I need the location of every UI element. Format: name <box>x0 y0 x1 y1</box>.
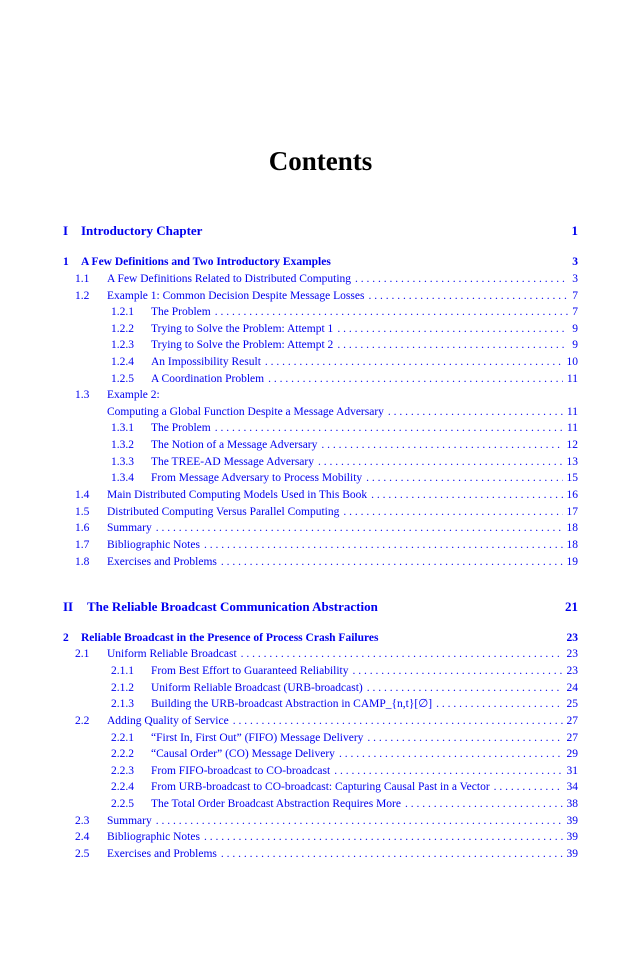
dot-leader <box>215 305 569 319</box>
dot-leader <box>204 830 563 844</box>
section-number: 1.5 <box>75 506 90 518</box>
toc-subsection-2-2-4[interactable] <box>111 780 578 794</box>
toc-subsection-2-2-2[interactable] <box>111 747 578 761</box>
toc-section-1-6[interactable] <box>75 521 578 535</box>
section-title: Example 2: <box>107 389 160 401</box>
subsection-page: 9 <box>572 323 578 335</box>
section-title: Exercises and Problems <box>107 848 217 860</box>
dot-leader <box>371 488 562 502</box>
subsection-title: From Best Effort to Guaranteed Reliability <box>151 665 349 677</box>
subsection-page: 27 <box>566 732 578 744</box>
section-number: 1.4 <box>75 489 90 501</box>
section-title: Distributed Computing Versus Parallel Computing <box>107 506 340 518</box>
section-title: Summary <box>107 815 152 827</box>
dot-leader <box>233 714 563 728</box>
toc-subsection-1-2-3[interactable] <box>111 338 578 352</box>
section-number: 2.3 <box>75 815 90 827</box>
section-page: 3 <box>572 273 578 285</box>
subsection-page: 34 <box>566 781 578 793</box>
toc-chapter-2[interactable] <box>63 631 578 645</box>
chapter-title: A Few Definitions and Two Introductory Examples <box>81 256 331 268</box>
dot-leader <box>337 322 568 336</box>
part-title: Introductory Chapter <box>81 223 203 238</box>
dot-leader <box>352 664 562 678</box>
subsection-page: 15 <box>566 472 578 484</box>
subsection-number: 1.2.2 <box>111 323 134 335</box>
toc-part-2[interactable] <box>63 599 578 615</box>
subsection-title: The Problem <box>151 422 211 434</box>
section-title: A Few Definitions Related to Distributed Computing <box>107 273 352 285</box>
toc-section-1-1[interactable] <box>75 272 578 286</box>
section-page: 27 <box>566 715 578 727</box>
chapter-number: 2 <box>63 632 69 644</box>
toc-section-1-7[interactable] <box>75 538 578 552</box>
dot-leader <box>367 731 562 745</box>
subsection-title: From Message Adversary to Process Mobility <box>151 472 363 484</box>
subsection-page: 29 <box>566 748 578 760</box>
subsection-number: 1.2.5 <box>111 373 134 385</box>
part-page: 1 <box>571 223 578 238</box>
part-page: 21 <box>565 599 578 614</box>
toc-subsection-1-2-4[interactable] <box>111 355 578 369</box>
dot-leader <box>318 455 563 469</box>
section-page: 7 <box>572 290 578 302</box>
subsection-page: 10 <box>566 356 578 368</box>
subsection-number: 1.3.2 <box>111 439 134 451</box>
toc-subsection-1-3-2[interactable] <box>111 438 578 452</box>
toc-section-1-8[interactable] <box>75 555 578 569</box>
subsection-title: The Problem <box>151 306 211 318</box>
section-title: Main Distributed Computing Models Used in This Book <box>107 489 368 501</box>
dot-leader <box>221 847 563 861</box>
section-title: Adding Quality of Service <box>107 715 229 727</box>
dot-leader <box>366 471 562 485</box>
toc-section-2-5[interactable] <box>75 847 578 861</box>
dot-leader <box>367 681 563 695</box>
section-title-continued: Computing a Global Function Despite a Message Adversary <box>107 406 384 418</box>
subsection-page: 13 <box>566 456 578 468</box>
dot-leader <box>405 797 563 811</box>
section-page: 17 <box>566 506 578 518</box>
section-page: 39 <box>566 831 578 843</box>
subsection-title: “Causal Order” (CO) Message Delivery <box>151 748 335 760</box>
dot-leader <box>156 814 563 828</box>
dot-leader <box>337 338 568 352</box>
section-page: 19 <box>566 556 578 568</box>
toc-subsection-1-2-1[interactable] <box>111 305 578 319</box>
section-page: 39 <box>566 848 578 860</box>
dot-leader <box>221 555 563 569</box>
section-number: 1.7 <box>75 539 90 551</box>
toc-section-2-2[interactable] <box>75 714 578 728</box>
toc-section-1-3[interactable] <box>75 388 578 402</box>
toc-part-1[interactable] <box>63 223 578 239</box>
section-title: Bibliographic Notes <box>107 831 200 843</box>
toc-section-1-3-continued[interactable] <box>107 405 578 419</box>
toc-subsection-2-1-2[interactable] <box>111 681 578 695</box>
section-number: 1.8 <box>75 556 90 568</box>
chapter-title: Reliable Broadcast in the Presence of Process Crash Failures <box>81 632 379 644</box>
page-title: Contents <box>268 146 373 176</box>
subsection-number: 1.2.4 <box>111 356 134 368</box>
dot-leader <box>368 289 568 303</box>
subsection-title: The Notion of a Message Adversary <box>151 439 318 451</box>
section-number: 2.1 <box>75 648 90 660</box>
dot-leader <box>339 747 563 761</box>
subsection-number: 1.2.1 <box>111 306 134 318</box>
subsection-title: A Coordination Problem <box>151 373 265 385</box>
toc-subsection-1-3-1[interactable] <box>111 421 578 435</box>
subsection-number: 2.2.4 <box>111 781 134 793</box>
subsection-number: 2.1.3 <box>111 698 134 710</box>
subsection-title: Trying to Solve the Problem: Attempt 1 <box>151 323 334 335</box>
subsection-number: 2.2.5 <box>111 798 134 810</box>
subsection-page: 7 <box>572 306 578 318</box>
toc-subsection-1-2-2[interactable] <box>111 322 578 336</box>
toc-subsection-2-2-3[interactable] <box>111 764 578 778</box>
chapter-number: 1 <box>63 256 69 268</box>
subsection-page: 24 <box>566 682 578 694</box>
subsection-page: 31 <box>566 765 578 777</box>
section-page: 18 <box>566 522 578 534</box>
toc-subsection-1-2-5[interactable] <box>111 372 578 386</box>
subsection-number: 2.2.1 <box>111 732 134 744</box>
section-title: Summary <box>107 522 152 534</box>
toc-subsection-2-2-1[interactable] <box>111 731 578 745</box>
toc-subsection-2-1-3[interactable] <box>111 697 578 711</box>
dot-leader <box>241 647 563 661</box>
subsection-title: Building the URB-broadcast Abstraction in CAMP_{n,t}[∅] <box>151 698 433 710</box>
dot-leader <box>265 355 563 369</box>
toc-chapter-1[interactable] <box>63 255 578 269</box>
dot-leader <box>334 764 562 778</box>
subsection-title: From FIFO-broadcast to CO-broadcast <box>151 765 331 777</box>
chapter-page: 23 <box>566 632 578 644</box>
dot-leader <box>268 372 563 386</box>
toc-subsection-1-3-3[interactable] <box>111 455 578 469</box>
subsection-title: The Total Order Broadcast Abstraction Requires More <box>151 798 401 810</box>
toc-section-1-5[interactable] <box>75 505 578 519</box>
subsection-number: 1.3.3 <box>111 456 134 468</box>
subsection-number: 1.2.3 <box>111 339 134 351</box>
section-number: 1.1 <box>75 273 90 285</box>
subsection-page: 25 <box>566 698 578 710</box>
subsection-title: “First In, First Out” (FIFO) Message Delivery <box>151 732 364 744</box>
dot-leader <box>343 505 562 519</box>
subsection-number: 1.3.4 <box>111 472 134 484</box>
dot-leader <box>494 780 563 794</box>
subsection-page: 12 <box>566 439 578 451</box>
subsection-number: 2.1.1 <box>111 665 134 677</box>
section-title: Uniform Reliable Broadcast <box>107 648 237 660</box>
part-number: II <box>63 599 74 614</box>
section-number: 1.6 <box>75 522 90 534</box>
part-title: The Reliable Broadcast Communication Abstraction <box>87 599 378 614</box>
subsection-title: Trying to Solve the Problem: Attempt 2 <box>151 339 334 351</box>
dot-leader <box>321 438 562 452</box>
subsection-number: 2.1.2 <box>111 682 134 694</box>
subsection-page: 9 <box>572 339 578 351</box>
toc-section-2-1[interactable] <box>75 647 578 661</box>
dot-leader <box>436 697 562 711</box>
section-title: Exercises and Problems <box>107 556 217 568</box>
subsection-page: 11 <box>566 373 578 385</box>
dot-leader <box>156 521 563 535</box>
subsection-number: 1.3.1 <box>111 422 134 434</box>
subsection-number: 2.2.2 <box>111 748 134 760</box>
section-page: 18 <box>566 539 578 551</box>
section-page: 39 <box>566 815 578 827</box>
chapter-page: 3 <box>572 256 578 268</box>
section-number: 2.4 <box>75 831 90 843</box>
part-number: I <box>63 223 69 238</box>
subsection-page: 38 <box>566 798 578 810</box>
dot-leader <box>204 538 563 552</box>
subsection-number: 2.2.3 <box>111 765 134 777</box>
section-number: 1.3 <box>75 389 90 401</box>
subsection-title: From URB-broadcast to CO-broadcast: Capturing Causal Past in a Vector <box>151 781 490 793</box>
toc-section-2-3[interactable] <box>75 814 578 828</box>
toc-subsection-1-3-4[interactable] <box>111 471 578 485</box>
section-page: 11 <box>566 406 578 418</box>
dot-leader <box>215 421 563 435</box>
subsection-page: 23 <box>566 665 578 677</box>
dot-leader <box>355 272 568 286</box>
toc-subsection-2-2-5[interactable] <box>111 797 578 811</box>
section-title: Bibliographic Notes <box>107 539 200 551</box>
subsection-title: Uniform Reliable Broadcast (URB-broadcast) <box>151 682 363 694</box>
section-number: 2.5 <box>75 848 90 860</box>
section-page: 16 <box>566 489 578 501</box>
section-number: 1.2 <box>75 290 90 302</box>
dot-leader <box>388 405 563 419</box>
subsection-title: The TREE-AD Message Adversary <box>151 456 314 468</box>
subsection-title: An Impossibility Result <box>151 356 261 368</box>
section-page: 23 <box>566 648 578 660</box>
toc-section-1-4[interactable] <box>75 488 578 502</box>
section-number: 2.2 <box>75 715 90 727</box>
toc-subsection-2-1-1[interactable] <box>111 664 578 678</box>
subsection-page: 11 <box>566 422 578 434</box>
toc-section-2-4[interactable] <box>75 830 578 844</box>
toc-section-1-2[interactable] <box>75 289 578 303</box>
section-title: Example 1: Common Decision Despite Message Losses <box>107 290 365 302</box>
